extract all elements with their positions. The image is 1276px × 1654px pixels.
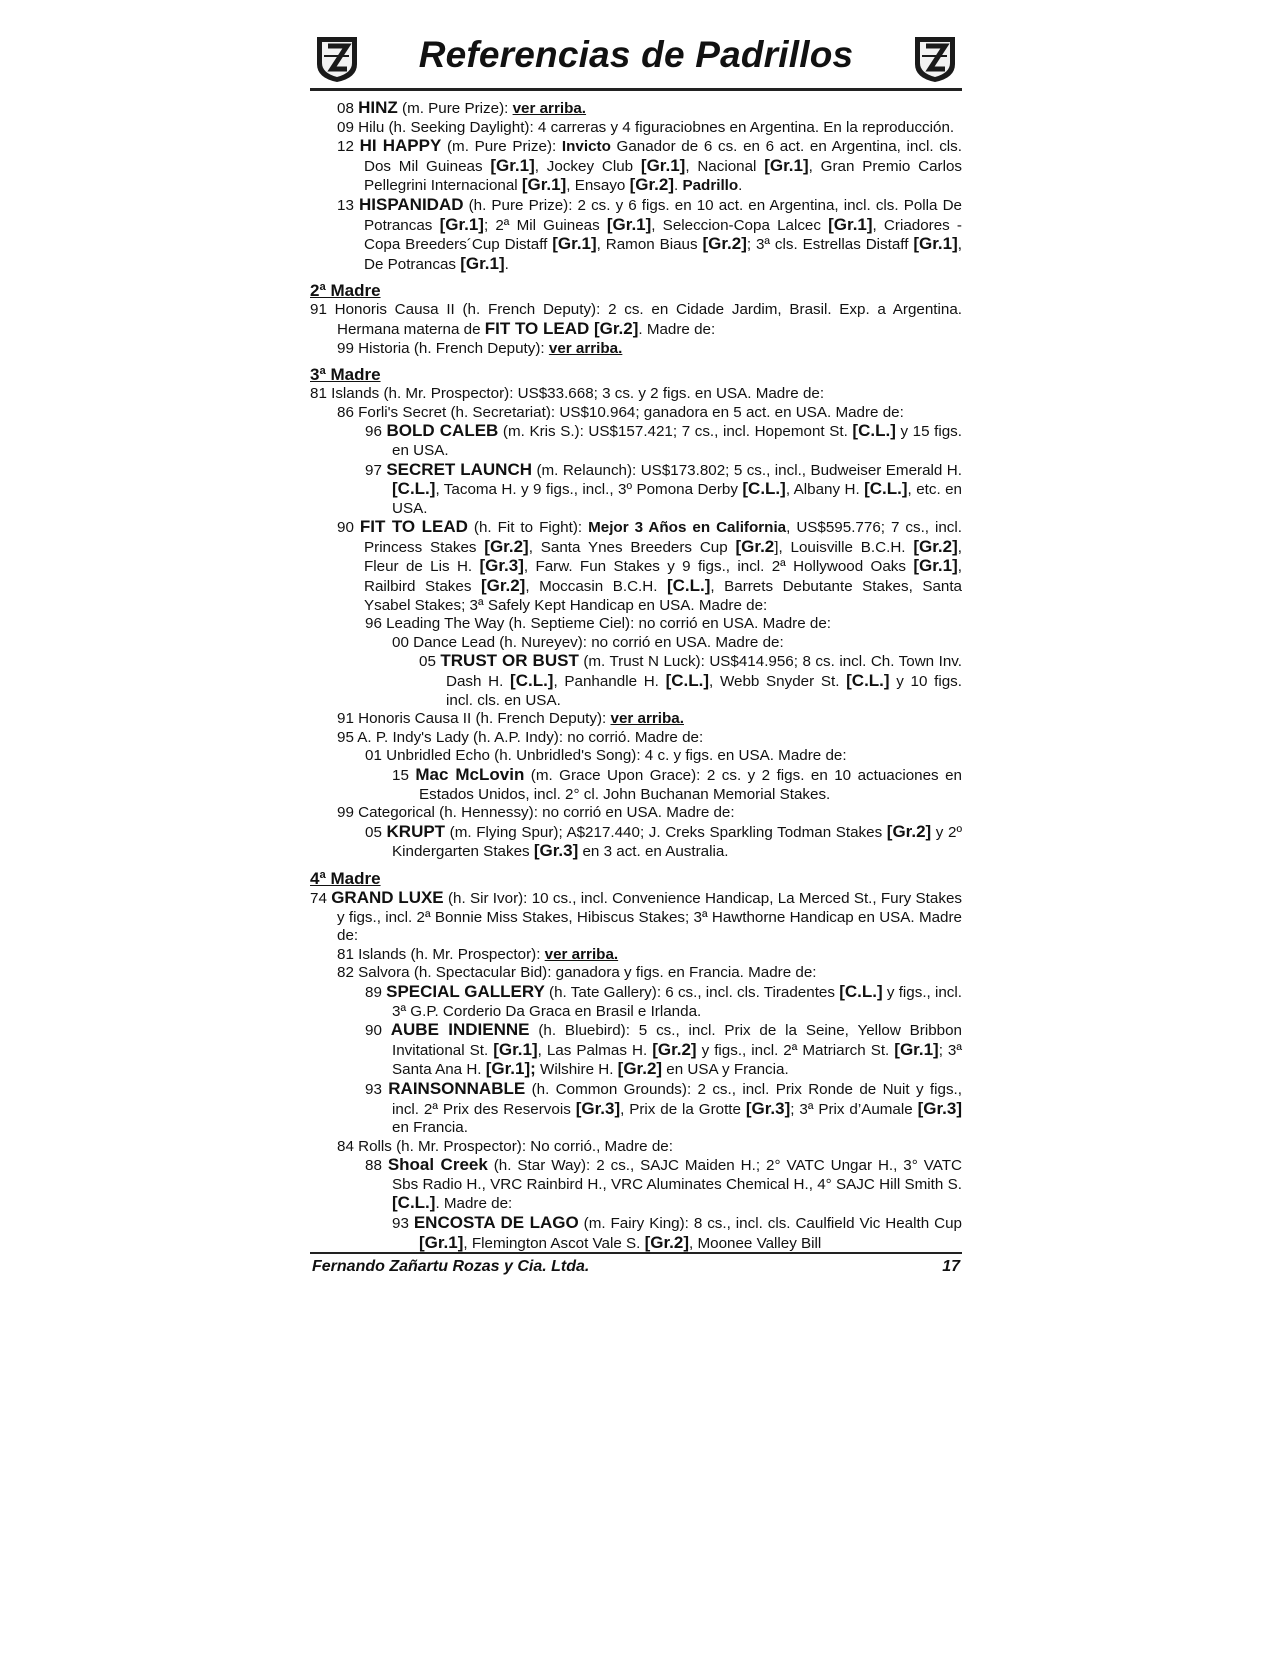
entry-text: 91 Honoris Causa II (h. French Deputy): 2 cs. en Cidade Jardim, Brasil. Exp. a Argentina. Hermana materna de bbox=[310, 301, 962, 338]
horse-name-or-grade: HISPANIDAD bbox=[358, 194, 464, 214]
horse-name-or-grade: [C.L.] bbox=[852, 421, 896, 441]
entry-text: y 2º Kindergarten Stakes bbox=[392, 823, 963, 861]
horse-name-or-grade: [Gr.2] bbox=[913, 536, 958, 556]
entry-text: , Gran Premio Carlos Pellegrini Internacional bbox=[364, 157, 963, 195]
entry-text: 13 bbox=[337, 196, 359, 214]
entry-text: . bbox=[674, 177, 683, 195]
pedigree-entry bbox=[310, 119, 962, 138]
horse-name-or-grade: [Gr.2] bbox=[652, 1039, 697, 1059]
horse-name-or-grade: FIT TO LEAD [Gr.2] bbox=[484, 318, 639, 338]
pedigree-entry bbox=[310, 766, 962, 804]
horse-name-or-grade: [Gr.3] bbox=[745, 1098, 791, 1118]
horse-name-or-grade: AUBE INDIENNE bbox=[390, 1020, 530, 1040]
section-heading bbox=[310, 281, 962, 301]
entry-text: . bbox=[504, 255, 509, 273]
entry-text: 81 Islands (h. Mr. Prospector): US$33.668; 3 cs. y 2 figs. en USA. Madre de: bbox=[310, 385, 825, 403]
entry-text: 95 A. P. Indy's Lady (h. A.P. Indy): no corrió. Madre de: bbox=[337, 728, 704, 746]
entry-text: ], Louisville B.C.H. bbox=[774, 538, 914, 556]
cross-reference: ver arriba. bbox=[548, 339, 623, 357]
entry-text: 00 Dance Lead (h. Nureyev): no corrió en USA. Madre de: bbox=[392, 633, 784, 651]
entry-text: Invicto bbox=[561, 138, 611, 156]
entry-text: , Prix de la Grotte bbox=[620, 1100, 746, 1118]
horse-name-or-grade: [Gr.1] bbox=[913, 234, 958, 254]
horse-name-or-grade: [Gr.2] bbox=[480, 576, 526, 596]
cross-reference: ver arriba. bbox=[610, 710, 684, 728]
entry-text: , Seleccion-Copa Lalcec bbox=[651, 216, 829, 234]
horse-name-or-grade: Shoal Creek bbox=[387, 1155, 488, 1175]
cross-reference: ver arriba. bbox=[544, 945, 619, 963]
entry-text: , etc. en USA. bbox=[392, 481, 962, 517]
entry-text: (h. Bluebird): 5 cs., incl. Prix de la Seine, Yellow Bribbon Invitational St. bbox=[392, 1022, 963, 1059]
page-title: Referencias de Padrillos bbox=[418, 34, 854, 75]
entry-text: Mejor 3 Años en California bbox=[588, 519, 787, 537]
page-header bbox=[310, 30, 962, 91]
pedigree-entry bbox=[310, 422, 962, 460]
entry-text: , Farw. Fun Stakes y 9 figs., incl. 2ª Hollywood Oaks bbox=[523, 558, 914, 576]
entry-text: . Madre de: bbox=[435, 1195, 513, 1213]
horse-name-or-grade: [Gr.2] bbox=[484, 536, 529, 556]
pedigree-entry bbox=[310, 99, 962, 119]
horse-name-or-grade: [Gr.1] bbox=[552, 234, 597, 254]
horse-name-or-grade: ENCOSTA DE LAGO bbox=[413, 1213, 579, 1233]
entry-text: y figs., incl. 2ª Matriarch St. bbox=[696, 1041, 895, 1059]
horse-name-or-grade: [Gr.1] bbox=[419, 1232, 464, 1252]
horse-name-or-grade: [Gr.1] bbox=[490, 155, 535, 175]
entry-text: Padrillo bbox=[682, 177, 739, 195]
entry-text: , Tacoma H. y 9 figs., incl., 3º Pomona Derby bbox=[435, 481, 743, 499]
pedigree-entry bbox=[310, 889, 962, 946]
entry-text: (m. Fairy King): 8 cs., incl. cls. Caulfield Vic Health Cup bbox=[578, 1215, 962, 1233]
entry-text: y figs., incl. 3ª G.P. Corderio Da Graca en Brasil e Irlanda. bbox=[392, 983, 962, 1020]
horse-name-or-grade: FIT TO LEAD bbox=[359, 517, 468, 537]
entry-text: , Jockey Club bbox=[534, 157, 641, 175]
company-name: Fernando Zañartu Rozas y Cia. Ltda. bbox=[312, 1258, 590, 1275]
horse-name-or-grade: [Gr.1] bbox=[913, 556, 958, 576]
entry-text: , Criadores - Copa Breeders´Cup Distaff bbox=[364, 216, 962, 254]
entry-text: (m. Grace Upon Grace): 2 cs. y 2 figs. en 10 actuaciones en Estados Unidos, incl. 2° cl. John Buchanan Memorial Stakes. bbox=[419, 767, 962, 803]
entry-text: (h. Sir Ivor): 10 cs., incl. Convenience Handicap, La Merced St., Fury Stakes y figs., incl. 2ª Bonnie Miss Stakes, Hibiscus Stakes; 3ª Hawthorne Handicap en USA. Madre de: bbox=[337, 889, 962, 945]
horse-name-or-grade: [C.L.] bbox=[392, 479, 436, 499]
entry-text: (m. Pure Prize): bbox=[397, 100, 513, 117]
pedigree-content bbox=[310, 99, 962, 1253]
entry-text: ; 2ª Mil Guineas bbox=[483, 216, 607, 234]
entry-text: y 10 figs. incl. cls. en USA. bbox=[446, 673, 962, 709]
entry-text: (h. Common Grounds): 2 cs., incl. Prix Ronde de Nuit y figs., incl. 2ª Prix des Reservois bbox=[392, 1080, 962, 1118]
entry-text: , Santa Ynes Breeders Cup bbox=[528, 538, 736, 556]
pedigree-entry bbox=[310, 652, 962, 710]
entry-text: 84 Rolls (h. Mr. Prospector): No corrió., Madre de: bbox=[337, 1137, 673, 1155]
entry-text: , Flemington Ascot Vale S. bbox=[463, 1234, 645, 1252]
entry-text: (m. Flying Spur); A$217.440; J. Creks Sparkling Todman Stakes bbox=[445, 823, 887, 841]
entry-text: 93 bbox=[365, 1080, 389, 1098]
entry-text: 08 bbox=[337, 100, 359, 117]
horse-name-or-grade: [Gr.1] bbox=[493, 1039, 538, 1059]
entry-text: . Madre de: bbox=[638, 320, 716, 338]
horse-name-or-grade: [Gr.1] bbox=[606, 214, 652, 234]
entry-text: 90 bbox=[337, 519, 360, 537]
horse-name-or-grade: GRAND LUXE bbox=[331, 887, 444, 907]
entry-text: 82 Salvora (h. Spectacular Bid): ganadora y figs. en Francia. Madre de: bbox=[337, 964, 817, 982]
horse-name-or-grade: [Gr.2] bbox=[644, 1232, 690, 1252]
entry-text: (h. Tate Gallery): 6 cs., incl. cls. Tiradentes bbox=[544, 983, 840, 1001]
pedigree-entry bbox=[310, 983, 962, 1021]
horse-name-or-grade: [Gr.3] bbox=[533, 841, 579, 861]
pedigree-entry bbox=[310, 1156, 962, 1214]
horse-name-or-grade: [C.L.] bbox=[864, 479, 908, 499]
entry-text: , Panhandle H. bbox=[553, 673, 666, 691]
entry-text: y 15 figs. en USA. bbox=[392, 423, 962, 459]
horse-name-or-grade: [Gr.2] bbox=[617, 1059, 663, 1079]
pedigree-entry bbox=[310, 461, 962, 519]
entry-text: 89 bbox=[365, 983, 387, 1001]
horse-name-or-grade: [Gr.1] bbox=[521, 175, 567, 195]
horse-name-or-grade: Mac McLovin bbox=[415, 765, 525, 784]
pedigree-entry bbox=[310, 137, 962, 196]
entry-text: 3ª Madre bbox=[310, 365, 381, 385]
entry-text: 96 Leading The Way (h. Septieme Ciel): no corrió en USA. Madre de: bbox=[365, 615, 831, 633]
pedigree-entry bbox=[310, 196, 962, 274]
pedigree-entry bbox=[310, 340, 962, 359]
horse-name-or-grade: [Gr.1] bbox=[764, 155, 809, 175]
entry-text: (h. Star Way): 2 cs., SAJC Maiden H.; 2° VATC Ungar H., 3° VATC Sbs Radio H., VRC Rainbird H., VRC Aluminates Chemical H., 4° SAJC Hill Smith S. bbox=[392, 1157, 962, 1193]
horse-name-or-grade: [Gr.1]; bbox=[485, 1059, 536, 1079]
entry-text: , Ramon Biaus bbox=[596, 236, 703, 254]
entry-text: (h. Fit to Fight): bbox=[467, 519, 589, 537]
horse-name-or-grade: [Gr.2] bbox=[886, 821, 932, 841]
pedigree-entry bbox=[310, 823, 962, 862]
pedigree-entry bbox=[310, 964, 962, 983]
horse-name-or-grade: [Gr.1] bbox=[640, 155, 686, 175]
pedigree-entry bbox=[310, 615, 962, 634]
pedigree-entry bbox=[310, 518, 962, 615]
horse-name-or-grade: KRUPT bbox=[386, 821, 446, 841]
entry-text: 90 bbox=[365, 1022, 391, 1040]
horse-name-or-grade: SECRET LAUNCH bbox=[386, 459, 533, 479]
entry-text: . bbox=[738, 177, 743, 195]
entry-text: (m. Kris S.): US$157.421; 7 cs., incl. Hopemont St. bbox=[498, 423, 853, 441]
entry-text: Ganador de 6 cs. en 6 act. en Argentina, incl. cls. Dos Mil Guineas bbox=[364, 138, 962, 175]
fzr-shield-logo-icon bbox=[912, 34, 958, 84]
entry-text: (h. Pure Prize): 2 cs. y 6 figs. en 10 act. en Argentina, incl. cls. Polla De Potrancas bbox=[364, 196, 962, 234]
pedigree-entry bbox=[310, 1080, 962, 1138]
pedigree-entry bbox=[310, 1214, 962, 1253]
horse-name-or-grade: [C.L.] bbox=[665, 671, 710, 691]
horse-name-or-grade: BOLD CALEB bbox=[386, 421, 499, 441]
horse-name-or-grade: [C.L.] bbox=[846, 671, 890, 691]
horse-name-or-grade: [Gr.3] bbox=[479, 556, 524, 576]
entry-text: en 3 act. en Australia. bbox=[578, 843, 729, 861]
entry-text: 09 Hilu (h. Seeking Daylight): 4 carreras y 4 figuraciobnes en Argentina. En la reproducción. bbox=[337, 118, 955, 136]
entry-text: , Webb Snyder St. bbox=[709, 673, 847, 691]
horse-name-or-grade: [C.L.] bbox=[666, 576, 711, 596]
entry-text: 99 Categorical (h. Hennessy): no corrió en USA. Madre de: bbox=[337, 804, 735, 822]
entry-text: , Ensayo bbox=[566, 177, 630, 195]
horse-name-or-grade: TRUST OR BUST bbox=[440, 651, 579, 671]
entry-text: 81 Islands (h. Mr. Prospector): bbox=[337, 945, 545, 963]
entry-text: ; 3ª Prix d’Aumale bbox=[790, 1100, 918, 1118]
entry-text: , Moonee Valley Bill bbox=[689, 1234, 822, 1252]
entry-text: , Railbird Stakes bbox=[364, 558, 962, 596]
horse-name-or-grade: RAINSONNABLE bbox=[388, 1078, 526, 1098]
horse-name-or-grade: [Gr.1] bbox=[439, 214, 484, 234]
entry-text: 01 Unbridled Echo (h. Unbridled's Song): 4 c. y figs. en USA. Madre de: bbox=[365, 747, 847, 765]
pedigree-entry bbox=[310, 804, 962, 823]
entry-text: ; 3ª cls. Estrellas Distaff bbox=[746, 236, 914, 254]
page-footer bbox=[310, 1252, 962, 1284]
pedigree-entry bbox=[310, 729, 962, 748]
entry-text: , Fleur de Lis H. bbox=[364, 538, 962, 576]
page bbox=[310, 30, 962, 1253]
entry-text: 2ª Madre bbox=[310, 281, 381, 301]
section-heading bbox=[310, 365, 962, 385]
entry-text: 15 bbox=[392, 767, 416, 784]
entry-text: , Moccasin B.C.H. bbox=[525, 578, 667, 596]
entry-text: 96 bbox=[365, 423, 387, 441]
horse-name-or-grade: [Gr.1] bbox=[460, 253, 505, 273]
entry-text: , US$595.776; 7 cs., incl. Princess Stakes bbox=[364, 519, 962, 556]
horse-name-or-grade: HI HAPPY bbox=[359, 136, 442, 156]
horse-name-or-grade: [C.L.] bbox=[510, 671, 554, 691]
pedigree-entry bbox=[310, 301, 962, 339]
entry-text: 86 Forli's Secret (h. Secretariat): US$10.964; ganadora en 5 act. en USA. Madre de: bbox=[337, 403, 904, 421]
horse-name-or-grade: [C.L.] bbox=[839, 981, 883, 1001]
cross-reference: ver arriba. bbox=[512, 100, 587, 117]
horse-name-or-grade: HINZ bbox=[358, 98, 398, 117]
entry-text: 74 bbox=[310, 889, 332, 907]
horse-name-or-grade: [Gr.1] bbox=[894, 1039, 939, 1059]
entry-text: 93 bbox=[392, 1215, 414, 1233]
pedigree-entry bbox=[310, 1138, 962, 1157]
entry-text: , Las Palmas H. bbox=[537, 1041, 653, 1059]
entry-text: , De Potrancas bbox=[364, 236, 962, 273]
entry-text: 4ª Madre bbox=[310, 868, 381, 888]
page-number: 17 bbox=[942, 1258, 960, 1275]
pedigree-entry bbox=[310, 747, 962, 766]
entry-text: 97 bbox=[365, 461, 387, 479]
horse-name-or-grade: [Gr.3] bbox=[575, 1098, 621, 1118]
entry-text: (m. Pure Prize): bbox=[441, 138, 562, 156]
horse-name-or-grade: [C.L.] bbox=[742, 479, 786, 499]
horse-name-or-grade: [Gr.2] bbox=[702, 234, 747, 254]
entry-text: , Albany H. bbox=[785, 481, 865, 499]
horse-name-or-grade: [Gr.1] bbox=[828, 214, 873, 234]
horse-name-or-grade: [Gr.2] bbox=[629, 175, 675, 195]
entry-text: 05 bbox=[365, 823, 387, 841]
horse-name-or-grade: [C.L.] bbox=[392, 1193, 436, 1213]
pedigree-entry bbox=[310, 634, 962, 653]
pedigree-entry bbox=[310, 710, 962, 729]
pedigree-entry bbox=[310, 404, 962, 423]
pedigree-entry bbox=[310, 946, 962, 965]
entry-text: 05 bbox=[419, 653, 441, 671]
entry-text: en USA y Francia. bbox=[662, 1061, 789, 1079]
entry-text: , Barrets Debutante Stakes, Santa Ysabel Stakes; 3ª Safely Kept Handicap en USA. Madre de: bbox=[364, 578, 963, 614]
pedigree-entry bbox=[310, 385, 962, 404]
horse-name-or-grade: SPECIAL GALLERY bbox=[386, 981, 545, 1001]
entry-text: , Nacional bbox=[685, 157, 765, 175]
entry-text: (m. Relaunch): US$173.802; 5 cs., incl., Budweiser Emerald H. bbox=[532, 461, 962, 479]
entry-text: Wilshire H. bbox=[535, 1061, 618, 1079]
entry-text: 12 bbox=[337, 138, 360, 156]
horse-name-or-grade: [Gr.3] bbox=[917, 1098, 962, 1118]
entry-text: (m. Trust N Luck): US$414.956; 8 cs. incl. Ch. Town Inv. Dash H. bbox=[446, 653, 962, 691]
entry-text: 88 bbox=[365, 1157, 388, 1175]
horse-name-or-grade: [Gr.2 bbox=[735, 536, 775, 556]
entry-text: 99 Historia (h. French Deputy): bbox=[337, 339, 549, 357]
section-heading bbox=[310, 869, 962, 889]
entry-text: en Francia. bbox=[392, 1119, 468, 1137]
pedigree-entry bbox=[310, 1021, 962, 1080]
entry-text: ; 3ª Santa Ana H. bbox=[392, 1041, 962, 1079]
entry-text: 91 Honoris Causa II (h. French Deputy): bbox=[337, 710, 611, 728]
